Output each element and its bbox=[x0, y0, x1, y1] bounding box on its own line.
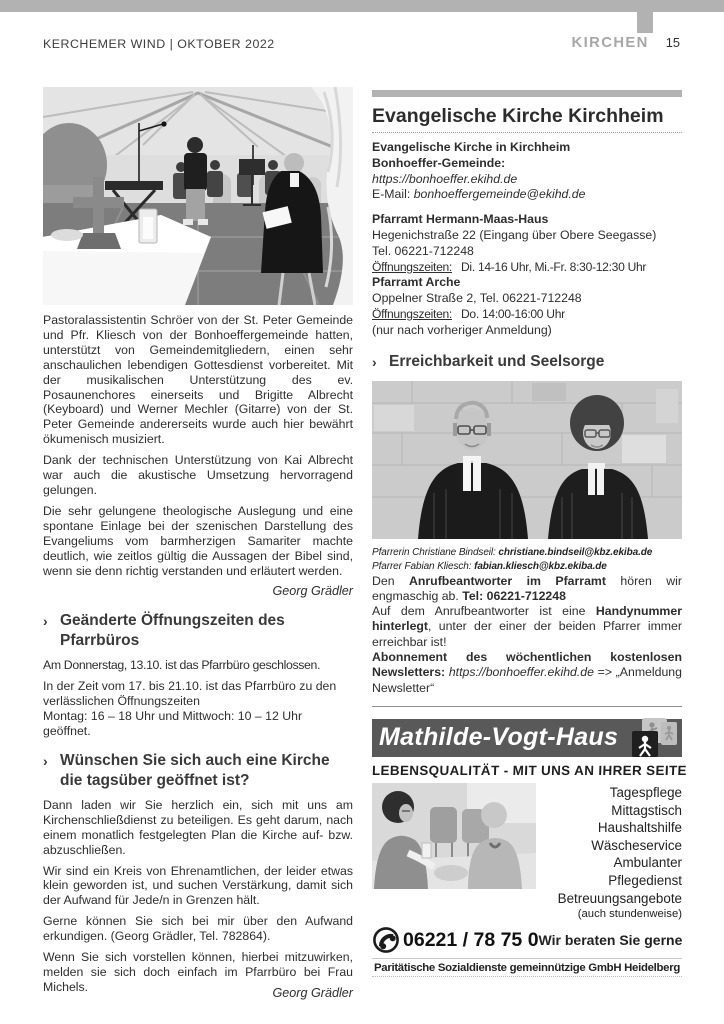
open-church-paragraph: Wir sind ein Kreis von Ehrenamtlichen, der leider etwas klein geworden ist, und suchen Verstärkung, damit sich der Aufwand für Jede/n in Grenzen hält. bbox=[43, 863, 353, 908]
column-top-bar bbox=[372, 90, 682, 97]
pastors-photo bbox=[372, 381, 682, 539]
ad-phone-cta: Wir beraten Sie gerne bbox=[538, 932, 683, 949]
ad-service-item: Wäscheservice bbox=[591, 837, 682, 853]
ad-phone-row bbox=[372, 926, 682, 954]
seelsorge-paragraph: Den Anrufbeantworter im Pfarramt hören wir engmaschig ab. Tel: 06221-712248 bbox=[372, 573, 682, 603]
office-address: Hegenichstraße 22 (Eingang über Obere Seegasse) bbox=[372, 227, 657, 242]
author-byline: Georg Grädler bbox=[272, 584, 353, 599]
hours-paragraph: Am Donnerstag, 13.10. ist das Pfarrbüro geschlossen. bbox=[43, 658, 321, 673]
office-address: Oppelner Straße 2, Tel. 06221-712248 bbox=[372, 291, 582, 306]
heading-marker-icon: › bbox=[43, 752, 48, 769]
article-paragraph: Pastoralassistentin Schröer von der St. Peter Gemeinde und Pfr. Kliesch von der Bonhoeffergemeinde hatten, unterstützt von Gemeindemitgliedern, einen sehr anschaulichen lebendigen Gottesdienst vorbereitet. Mit der musikalischen Unterstützung des ev. Posaunenchores einerseits und Brigitte Albrecht (Keyboard) und Werner Mechler (Gitarre) von der St. Peter Gemeinde andererseits wurde auch hier bewährt ökumenisch musiziert. bbox=[43, 313, 353, 447]
office-phone: Tel. 06221-712248 bbox=[372, 243, 474, 258]
office-note: (nur nach vorheriger Anmeldung) bbox=[372, 322, 552, 337]
office-name: Pfarramt Hermann-Maas-Haus bbox=[372, 212, 549, 227]
ad-tagline: LEBENSQUALITÄT - MIT UNS AN IHRER SEITE bbox=[371, 762, 688, 778]
church-title: Evangelische Kirche Kirchheim bbox=[372, 105, 682, 133]
heading-text: Erreichbarkeit und Seelsorge bbox=[389, 352, 605, 370]
office-hours: Öffnungszeiten: Do. 14:00-16:00 Uhr bbox=[372, 306, 565, 321]
contact-block bbox=[372, 140, 682, 203]
separator-rule bbox=[372, 706, 682, 707]
ad-service-item: Betreuungsangebote bbox=[557, 890, 682, 906]
ad-phone-number: 06221 / 78 75 0 bbox=[403, 928, 539, 951]
top-bar bbox=[0, 0, 724, 12]
website-url: https://bonhoeffer.ekihd.de bbox=[372, 171, 518, 186]
heading-office-hours bbox=[43, 611, 353, 651]
photo-caption: Pfarrerin Christiane Bindseil: christiane.bindseil@kbz.ekiba.de bbox=[372, 546, 653, 558]
phone-icon bbox=[372, 926, 400, 954]
ad-footer: Paritätische Sozialdienste gemeinnützige GmbH Heidelberg bbox=[373, 962, 680, 975]
mathilde-vogt-haus-ad bbox=[371, 719, 688, 977]
section-tab-marker bbox=[637, 12, 653, 33]
hours-line: In der Zeit vom 17. bis 21.10. ist das Pfarrbüro zu den verlässlichen Öffnungszeiten bbox=[43, 679, 337, 709]
ad-care-photo bbox=[372, 783, 536, 889]
ad-services-note: (auch stundenweise) bbox=[577, 908, 682, 921]
office-name: Pfarramt Arche bbox=[372, 275, 461, 290]
photo-caption: Pfarrer Fabian Kliesch: fabian.kliesch@kbz.ekiba.de bbox=[372, 560, 607, 572]
ad-service-item: Tagespflege bbox=[609, 784, 682, 800]
open-church-paragraph: Wenn Sie sich vorstellen können, hierbei mitzuwirken, melden sie sich doch einfach im Pfarrbüro bei Frau Michels. bbox=[43, 950, 353, 994]
heading-text: Wünschen Sie sich auch eine Kirche die tagsüber geöffnet ist? bbox=[60, 751, 330, 789]
left-column bbox=[43, 87, 353, 1001]
author-byline: Georg Grädler bbox=[272, 985, 353, 1000]
hours-paragraph bbox=[43, 679, 353, 739]
office-hermann-maas bbox=[372, 212, 682, 338]
email-line: E-Mail: bonhoeffergemeinde@ekihd.de bbox=[372, 187, 586, 202]
ad-service-item: Mittagstisch bbox=[611, 802, 682, 818]
office-hours: Öffnungszeiten: Di. 14-16 Uhr, Mi.-Fr. 8:30-12:30 Uhr bbox=[372, 259, 647, 274]
article-paragraph: Die sehr gelungene theologische Auslegung und eine spontane Einlage bei der szenischen Darstellung des Evangeliums vom barmherzigen Samariter machte deutlich, wie zeitlos gültig die Aussagen der Bibel sind, wenn sie denn richtig verstanden und erläutert werden. bbox=[43, 503, 353, 578]
ad-title: Mathilde-Vogt-Haus bbox=[379, 723, 619, 752]
tent-service-photo bbox=[43, 87, 353, 305]
hours-line: Montag: 16 – 18 Uhr und Mittwoch: 10 – 12 Uhr geöffnet. bbox=[43, 709, 303, 739]
heading-marker-icon: › bbox=[372, 353, 377, 370]
ad-content-row bbox=[372, 783, 682, 907]
ad-service-item: Haushaltshilfe bbox=[597, 820, 682, 836]
journal-masthead: KERCHEMER WIND | OKTOBER 2022 bbox=[43, 37, 275, 51]
ad-services-list bbox=[542, 783, 682, 907]
contact-line: Evangelische Kirche in Kirchheim bbox=[372, 140, 571, 154]
open-church-paragraph: Gerne können Sie sich bei mir über den Aufwand erkundigen. (Georg Grädler, Tel. 782864). bbox=[43, 914, 353, 944]
page-number: 15 bbox=[665, 35, 680, 50]
contact-line: Bonhoeffer-Gemeinde: bbox=[372, 155, 506, 170]
right-column bbox=[371, 90, 688, 977]
seelsorge-paragraph: Abonnement des wöchentlichen kostenlosen Newsletters: https://bonhoeffer.ekihd.de => „Anmeldung Newsletter“ bbox=[372, 650, 682, 695]
open-church-paragraph: Dann laden wir Sie herzlich ein, sich mit uns am Kirchenschließdienst zu beteiligen. Es geht darum, nach einem monatlich festgelegten Plan die Kirche auf- bzw. abzuschließen. bbox=[43, 797, 353, 857]
seelsorge-paragraph: Auf dem Anrufbeantworter ist eine Handynummer hinterlegt, unter der einer der beiden Pfarrer immer erreichbar ist! bbox=[372, 604, 682, 649]
heading-text: Geänderte Öffnungszeiten des Pfarrbüros bbox=[60, 612, 285, 650]
ad-banner bbox=[372, 719, 682, 757]
ad-bottom-rule bbox=[372, 976, 682, 977]
heading-seelsorge bbox=[372, 352, 682, 372]
heading-marker-icon: › bbox=[43, 613, 48, 630]
article-paragraph: Dank der technischen Unterstützung von Kai Albrecht war auch die akustische Umsetzung hervorragend gelungen. bbox=[43, 453, 353, 497]
page-header-right bbox=[572, 35, 680, 51]
heading-open-church bbox=[43, 751, 353, 791]
ad-logo-icon bbox=[629, 717, 679, 759]
section-label: KIRCHEN bbox=[571, 35, 649, 51]
ad-service-item: Ambulanter Pflegedienst bbox=[608, 855, 682, 888]
